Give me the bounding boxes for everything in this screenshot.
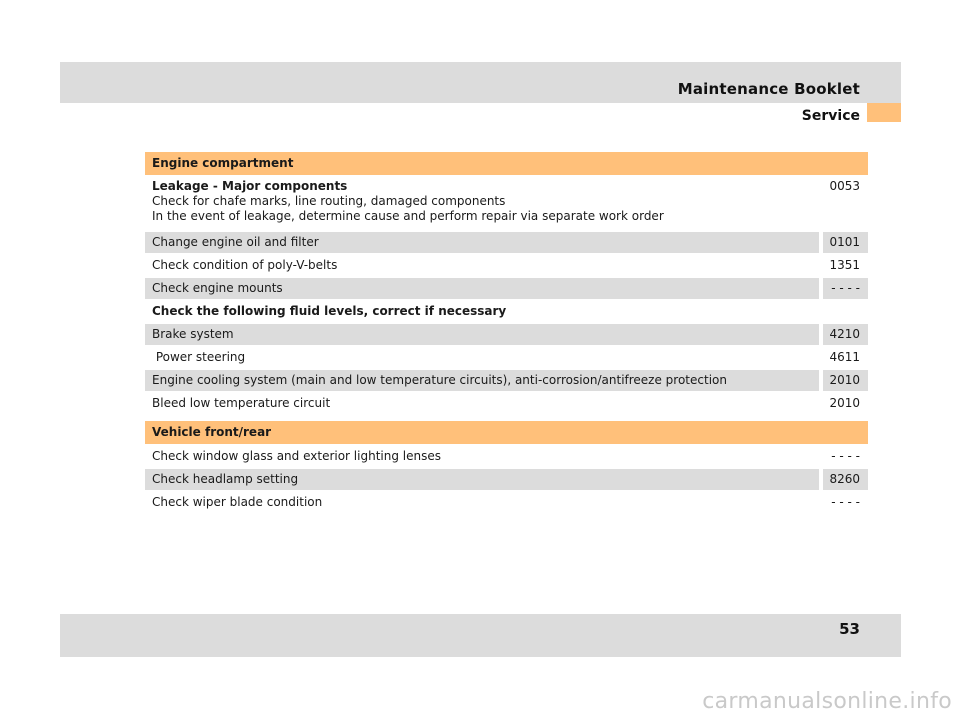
footer-band xyxy=(60,614,901,657)
item-label: Check window glass and exterior lighting lenses xyxy=(152,449,441,463)
item-code: - - - - xyxy=(831,449,860,463)
section-title: Service xyxy=(801,108,860,124)
engine-compartment-table xyxy=(145,152,868,416)
leakage-code: 0053 xyxy=(829,179,860,193)
item-label: Check engine mounts xyxy=(145,278,819,299)
table-row xyxy=(145,469,868,490)
item-code: 1351 xyxy=(829,258,860,272)
item-label: Check wiper blade condition xyxy=(152,495,323,509)
table-row xyxy=(145,255,868,276)
item-label: Check condition of poly-V-belts xyxy=(152,258,338,272)
page-number: 53 xyxy=(839,620,860,638)
fluid-levels-heading-row xyxy=(145,301,868,322)
item-label: Engine cooling system (main and low temperature circuits), anti-corrosion/antifreeze protection xyxy=(145,370,819,391)
leakage-title: Leakage - Major components xyxy=(152,179,348,193)
watermark: carmanualsonline.info xyxy=(702,689,952,714)
item-code: 8260 xyxy=(823,469,868,490)
item-code: 2010 xyxy=(823,370,868,391)
item-label: Change engine oil and filter xyxy=(145,232,819,253)
table-row xyxy=(145,393,868,414)
table-row xyxy=(145,278,868,299)
item-code: - - - - xyxy=(831,495,860,509)
fluid-levels-heading: Check the following fluid levels, correct if necessary xyxy=(152,304,507,318)
item-code: 4611 xyxy=(829,350,860,364)
leakage-line-2: In the event of leakage, determine cause and perform repair via separate work order xyxy=(152,209,664,223)
heading-code-cell xyxy=(823,152,868,175)
item-label: Power steering xyxy=(152,350,246,364)
table-row xyxy=(145,492,868,513)
vehicle-front-rear-heading: Vehicle front/rear xyxy=(145,421,819,444)
item-label: Brake system xyxy=(145,324,819,345)
item-code: - - - - xyxy=(823,278,868,299)
item-code: 2010 xyxy=(829,396,860,410)
engine-compartment-heading-row xyxy=(145,152,868,175)
vehicle-front-rear-table xyxy=(145,421,868,515)
table-row xyxy=(145,347,868,368)
table-row xyxy=(145,232,868,253)
leakage-row xyxy=(145,177,868,230)
heading-code-cell xyxy=(823,421,868,444)
item-code: 0101 xyxy=(823,232,868,253)
fluid-heading-code-cell xyxy=(823,301,868,322)
table-row xyxy=(145,370,868,391)
item-code: 4210 xyxy=(823,324,868,345)
engine-compartment-heading: Engine compartment xyxy=(145,152,819,175)
table-row xyxy=(145,446,868,467)
leakage-line-1: Check for chafe marks, line routing, damaged components xyxy=(152,194,506,208)
item-label: Check headlamp setting xyxy=(145,469,819,490)
vehicle-front-rear-heading-row xyxy=(145,421,868,444)
leakage-description xyxy=(145,179,819,224)
table-row xyxy=(145,324,868,345)
section-tab-marker xyxy=(867,103,901,122)
item-label: Bleed low temperature circuit xyxy=(152,396,331,410)
booklet-title: Maintenance Booklet xyxy=(677,80,860,98)
